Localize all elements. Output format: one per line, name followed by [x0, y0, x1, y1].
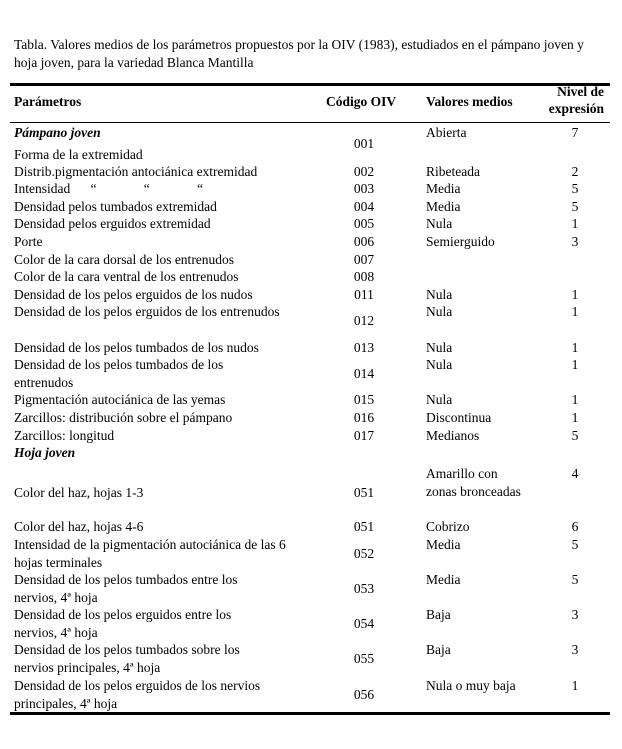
row-level: 2	[571, 164, 579, 179]
row-param: Color de la cara dorsal de los entrenudos	[14, 252, 235, 267]
row-code: 016	[353, 410, 375, 425]
header-nivel	[549, 83, 604, 117]
row-value: Baja	[426, 642, 451, 657]
row-code: 001	[353, 136, 375, 151]
row-param: Porte	[14, 234, 43, 249]
row-param: Forma de la extremidad	[14, 147, 143, 162]
row-level: 3	[571, 642, 579, 657]
row-code: 004	[353, 199, 375, 214]
row-level: 1	[571, 357, 579, 372]
row-code: 008	[353, 269, 375, 284]
row-param: Intensidad “ “ “	[14, 181, 203, 196]
row-value: Amarillo con zonas bronceadas	[426, 466, 521, 499]
row-code: 007	[353, 252, 375, 267]
row-value: Medianos	[426, 428, 480, 443]
row-param: Pigmentación autociánica de las yemas	[14, 392, 226, 407]
row-code: 015	[353, 392, 375, 407]
row-param: Distrib.pigmentación antociánica extremidad	[14, 164, 258, 179]
row-param: Intensidad de la pigmentación autociánica de las 6 hojas terminales	[14, 537, 286, 570]
row-value: Nula	[426, 216, 453, 231]
row-code: 005	[353, 216, 375, 231]
row-value: Media	[426, 572, 461, 587]
row-param: Densidad de los pelos erguidos de los nudos	[14, 287, 253, 302]
row-value: Nula	[426, 287, 453, 302]
row-code: 014	[353, 366, 375, 381]
table-caption: Tabla. Valores medios de los parámetros propuestos por la OIV (1983), estudiados en el pámpano joven y hoja joven, para la variedad Blanca Mantilla	[14, 37, 584, 70]
header-codigo: Código OIV	[326, 94, 397, 109]
row-value: Baja	[426, 607, 451, 622]
row-value: Nula	[426, 357, 453, 372]
row-value: Media	[426, 199, 461, 214]
row-level: 5	[571, 181, 579, 196]
row-level: 7	[571, 125, 579, 140]
row-level: 1	[571, 287, 579, 302]
row-code: 053	[353, 581, 375, 596]
row-value: Discontinua	[426, 410, 492, 425]
row-value: Abierta	[426, 125, 467, 140]
row-code: 052	[353, 546, 375, 561]
row-code: 017	[353, 428, 375, 443]
row-code: 051	[353, 519, 375, 534]
row-level: 3	[571, 607, 579, 622]
row-level: 1	[571, 304, 579, 319]
row-value: Nula	[426, 392, 453, 407]
row-code: 006	[353, 234, 375, 249]
row-level: 6	[571, 519, 579, 534]
row-param: Densidad de los pelos tumbados sobre los nervios principales, 4ª hoja	[14, 642, 240, 675]
row-param: Densidad pelos erguidos extremidad	[14, 216, 211, 231]
row-level: 5	[571, 428, 579, 443]
row-param: Densidad de los pelos tumbados entre los nervios, 4ª hoja	[14, 572, 238, 605]
row-level: 1	[571, 678, 579, 693]
row-param: Zarcillos: longitud	[14, 428, 115, 443]
header-nivel-line1: Nivel de	[557, 84, 604, 99]
row-param: Color de la cara ventral de los entrenudos	[14, 269, 239, 284]
row-value: Cobrizo	[426, 519, 470, 534]
row-code: 012	[353, 313, 375, 328]
bottom-rule	[10, 712, 610, 715]
row-level: 5	[571, 572, 579, 587]
row-code: 013	[353, 340, 375, 355]
row-level: 5	[571, 199, 579, 214]
row-value: Nula o muy baja	[426, 678, 516, 693]
row-param: Color del haz, hojas 4-6	[14, 519, 144, 534]
row-value: Semierguido	[426, 234, 495, 249]
row-code: 003	[353, 181, 375, 196]
row-param: Densidad de los pelos erguidos de los entrenudos	[14, 304, 280, 319]
row-value: Ribeteada	[426, 164, 480, 179]
section-pampano: Pámpano joven	[14, 125, 101, 140]
row-param: Densidad de los pelos tumbados de los entrenudos	[14, 357, 224, 390]
row-level: 1	[571, 392, 579, 407]
row-value: Media	[426, 181, 461, 196]
row-level: 3	[571, 234, 579, 249]
header-nivel-line2: expresión	[548, 101, 604, 116]
row-code: 056	[353, 687, 375, 702]
header-valores: Valores medios	[426, 94, 513, 109]
row-code: 054	[353, 616, 375, 631]
row-code: 002	[353, 164, 375, 179]
header-rule	[10, 122, 610, 123]
row-param: Densidad pelos tumbados extremidad	[14, 199, 217, 214]
row-value: Media	[426, 537, 461, 552]
row-value: Nula	[426, 340, 453, 355]
row-code: 055	[353, 651, 375, 666]
row-param: Densidad de los pelos erguidos entre los nervios, 4ª hoja	[14, 607, 232, 640]
row-param: Densidad de los pelos tumbados de los nudos	[14, 340, 259, 355]
row-level: 1	[571, 216, 579, 231]
header-parametros: Parámetros	[14, 94, 82, 109]
row-level: 4	[571, 466, 579, 481]
row-level: 1	[571, 340, 579, 355]
row-code: 011	[354, 287, 374, 302]
row-param: Zarcillos: distribución sobre el pámpano	[14, 410, 233, 425]
row-level: 1	[571, 410, 579, 425]
section-hoja: Hoja joven	[14, 445, 76, 460]
row-code: 051	[353, 485, 375, 500]
row-value: Nula	[426, 304, 453, 319]
row-param: Densidad de los pelos erguidos de los nervios principales, 4ª hoja	[14, 678, 261, 711]
row-param: Color del haz, hojas 1-3	[14, 485, 144, 500]
top-rule	[10, 83, 610, 86]
row-level: 5	[571, 537, 579, 552]
